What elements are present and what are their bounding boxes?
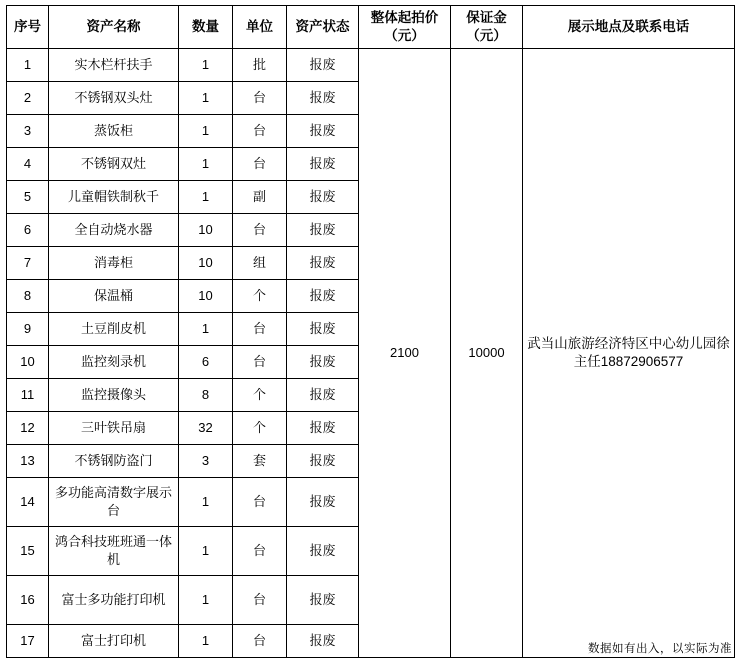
cell-asset-name: 蒸饭柜 <box>49 115 179 148</box>
cell-asset-name: 三叶铁吊扇 <box>49 412 179 445</box>
cell-quantity: 1 <box>179 115 233 148</box>
cell-asset-name: 不锈钢双头灶 <box>49 82 179 115</box>
cell-asset-name: 实木栏杆扶手 <box>49 49 179 82</box>
cell-unit: 台 <box>233 148 287 181</box>
column-header-index: 序号 <box>7 6 49 49</box>
column-header-asset-status: 资产状态 <box>287 6 359 49</box>
cell-unit: 批 <box>233 49 287 82</box>
cell-index: 8 <box>7 280 49 313</box>
cell-index: 16 <box>7 576 49 625</box>
table-body <box>7 49 735 658</box>
cell-asset-status: 报废 <box>287 247 359 280</box>
cell-quantity: 1 <box>179 625 233 658</box>
cell-unit: 个 <box>233 412 287 445</box>
cell-asset-name: 监控刻录机 <box>49 346 179 379</box>
table-row <box>7 49 735 82</box>
cell-quantity: 10 <box>179 280 233 313</box>
starting-price-line-1: 整体起拍价 <box>370 9 439 25</box>
cell-index: 11 <box>7 379 49 412</box>
cell-unit: 台 <box>233 478 287 527</box>
cell-quantity: 6 <box>179 346 233 379</box>
cell-quantity: 8 <box>179 379 233 412</box>
cell-index: 14 <box>7 478 49 527</box>
column-header-starting-price <box>359 6 451 49</box>
cell-asset-status: 报废 <box>287 478 359 527</box>
cell-asset-status: 报废 <box>287 148 359 181</box>
cell-index: 12 <box>7 412 49 445</box>
cell-index: 13 <box>7 445 49 478</box>
cell-unit: 台 <box>233 576 287 625</box>
cell-index: 2 <box>7 82 49 115</box>
cell-asset-status: 报废 <box>287 576 359 625</box>
column-header-asset-name: 资产名称 <box>49 6 179 49</box>
table-header-row <box>7 6 735 49</box>
cell-quantity: 10 <box>179 247 233 280</box>
cell-asset-status: 报废 <box>287 214 359 247</box>
cell-quantity: 1 <box>179 82 233 115</box>
cell-unit: 台 <box>233 625 287 658</box>
cell-index: 15 <box>7 527 49 576</box>
cell-asset-status: 报废 <box>287 445 359 478</box>
cell-asset-status: 报废 <box>287 181 359 214</box>
cell-asset-status: 报废 <box>287 280 359 313</box>
cell-quantity: 1 <box>179 527 233 576</box>
cell-asset-status: 报废 <box>287 412 359 445</box>
cell-quantity: 32 <box>179 412 233 445</box>
column-header-quantity: 数量 <box>179 6 233 49</box>
cell-unit: 组 <box>233 247 287 280</box>
cell-index: 6 <box>7 214 49 247</box>
cell-asset-name: 富士打印机 <box>49 625 179 658</box>
cell-index: 9 <box>7 313 49 346</box>
cell-unit: 个 <box>233 379 287 412</box>
column-header-location-contact: 展示地点及联系电话 <box>523 6 735 49</box>
cell-starting-price: 2100 <box>359 49 451 658</box>
table-header <box>7 6 735 49</box>
cell-unit: 台 <box>233 313 287 346</box>
cell-asset-status: 报废 <box>287 379 359 412</box>
cell-asset-status: 报废 <box>287 82 359 115</box>
cell-quantity: 1 <box>179 313 233 346</box>
cell-index: 7 <box>7 247 49 280</box>
cell-index: 1 <box>7 49 49 82</box>
cell-quantity: 1 <box>179 148 233 181</box>
cell-asset-status: 报废 <box>287 115 359 148</box>
column-header-deposit <box>451 6 523 49</box>
cell-unit: 个 <box>233 280 287 313</box>
cell-unit: 台 <box>233 82 287 115</box>
cell-unit: 副 <box>233 181 287 214</box>
cell-asset-name: 鸿合科技班班通一体机 <box>49 527 179 576</box>
cell-asset-name: 消毒柜 <box>49 247 179 280</box>
cell-asset-name: 土豆削皮机 <box>49 313 179 346</box>
cell-asset-name: 儿童帽铁制秋千 <box>49 181 179 214</box>
cell-quantity: 3 <box>179 445 233 478</box>
column-header-unit: 单位 <box>233 6 287 49</box>
cell-index: 3 <box>7 115 49 148</box>
cell-unit: 台 <box>233 115 287 148</box>
cell-quantity: 1 <box>179 181 233 214</box>
cell-asset-status: 报废 <box>287 346 359 379</box>
asset-list-sheet <box>6 5 734 658</box>
cell-quantity: 1 <box>179 49 233 82</box>
starting-price-line-2: （元） <box>384 28 425 43</box>
asset-table <box>6 5 735 658</box>
cell-location-contact: 武当山旅游经济特区中心幼儿园徐主任18872906577 <box>523 49 735 658</box>
cell-unit: 台 <box>233 527 287 576</box>
cell-asset-status: 报废 <box>287 49 359 82</box>
cell-asset-name: 多功能高清数字展示台 <box>49 478 179 527</box>
cell-index: 4 <box>7 148 49 181</box>
cell-quantity: 1 <box>179 478 233 527</box>
cell-deposit: 10000 <box>451 49 523 658</box>
cell-unit: 套 <box>233 445 287 478</box>
cell-unit: 台 <box>233 214 287 247</box>
footnote: 数据如有出入，以实际为准 <box>588 643 732 655</box>
cell-asset-status: 报废 <box>287 625 359 658</box>
cell-index: 17 <box>7 625 49 658</box>
cell-index: 5 <box>7 181 49 214</box>
cell-asset-name: 全自动烧水器 <box>49 214 179 247</box>
cell-quantity: 1 <box>179 576 233 625</box>
cell-asset-status: 报废 <box>287 527 359 576</box>
cell-unit: 台 <box>233 346 287 379</box>
cell-quantity: 10 <box>179 214 233 247</box>
cell-asset-name: 保温桶 <box>49 280 179 313</box>
deposit-line-2: （元） <box>466 28 507 43</box>
cell-asset-status: 报废 <box>287 313 359 346</box>
cell-asset-name: 富士多功能打印机 <box>49 576 179 625</box>
cell-asset-name: 不锈钢防盗门 <box>49 445 179 478</box>
cell-asset-name: 监控摄像头 <box>49 379 179 412</box>
cell-index: 10 <box>7 346 49 379</box>
cell-asset-name: 不锈钢双灶 <box>49 148 179 181</box>
deposit-line-1: 保证金 <box>466 9 507 25</box>
